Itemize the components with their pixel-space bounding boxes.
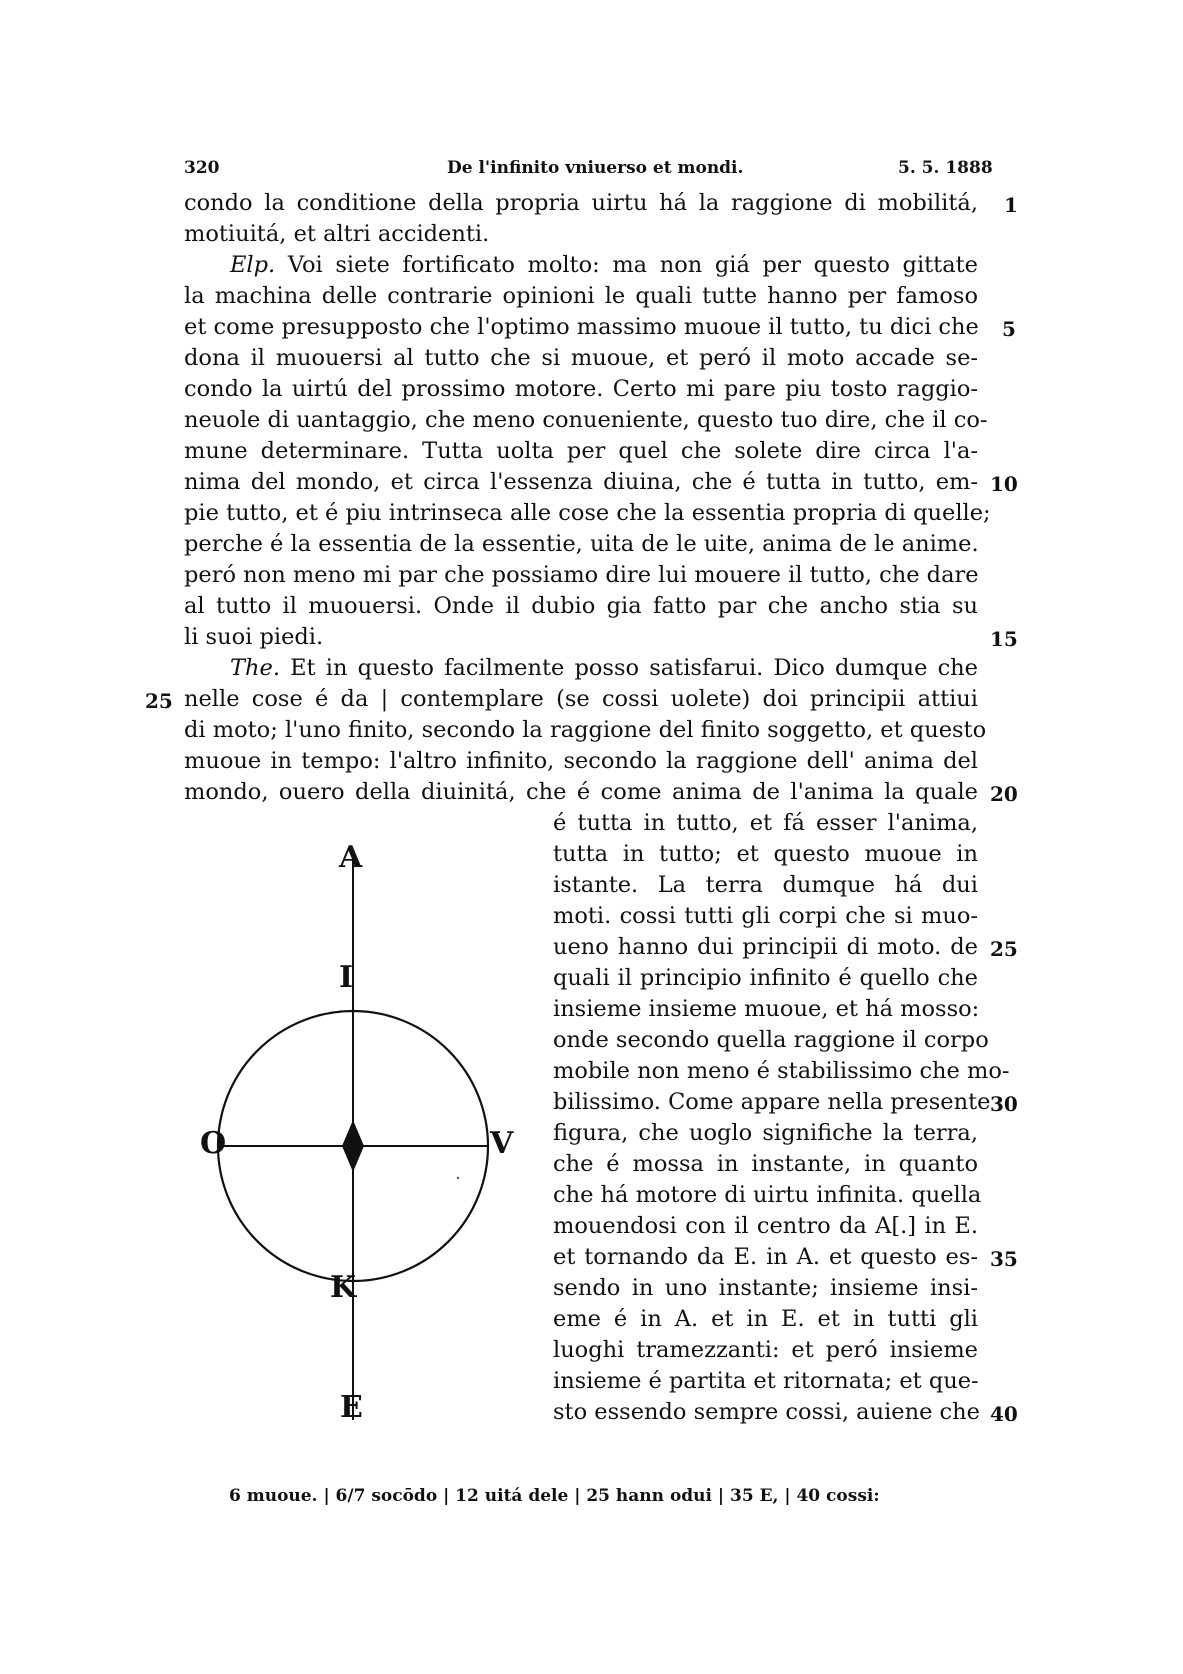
text-line: sendo in uno instante; insieme insi- (553, 1275, 978, 1301)
text-line: é tutta in tutto, et fá esser l'anima, (553, 810, 978, 836)
text-line: et come presupposto che l'optimo massimo muoue il tutto, tu dici che (184, 314, 979, 340)
text-line: insieme insieme muoue, et há mosso: (553, 996, 980, 1022)
line-number: 30 (990, 1092, 1018, 1116)
text-line: ueno hanno dui principii di moto. de (553, 934, 978, 960)
text-line: pie tutto, et é piu intrinseca alle cose che la essentia propria di quelle; (184, 500, 991, 526)
text-line: sto essendo sempre cossi, auiene che (553, 1399, 980, 1425)
figure-label-v: V (490, 1126, 514, 1161)
text-line: istante. La terra dumque há dui (553, 872, 978, 898)
text-line: onde secondo quella raggione il corpo (553, 1027, 989, 1053)
text-line: eme é in A. et in E. et in tutti gli (553, 1306, 978, 1332)
text-line: motiuitá, et altri accidenti. (184, 221, 490, 247)
line-number: 25 (990, 937, 1018, 961)
page-number: 320 (184, 158, 220, 178)
figure-label-o: O (200, 1126, 227, 1161)
critical-apparatus: 6 muoue. | 6/7 socōdo | 12 uitá dele | 25 hann odui | 35 E, | 40 cossi: (229, 1486, 880, 1506)
text-line: dona il muouersi al tutto che si muoue, et peró il moto accade se- (184, 345, 978, 371)
text-line: la machina delle contrarie opinioni le quali tutte hanno per famoso (184, 283, 978, 309)
text-line: peró non meno mi par che possiamo dire lui mouere il tutto, che dare (184, 562, 979, 588)
text-line: perche é la essentia de la essentie, uita de le uite, anima de le anime. (184, 531, 979, 557)
text-line: mouendosi con il centro da A[.] in E. (553, 1213, 978, 1239)
line-number: 5 (1002, 317, 1016, 341)
running-title: De l'infinito vniuerso et mondi. (447, 158, 744, 178)
text-line: quali il principio infinito é quello che (553, 965, 978, 991)
text-line: insieme é partita et ritornata; et que- (553, 1368, 979, 1394)
center-diamond-icon (342, 1120, 364, 1172)
figure-label-a: A (339, 840, 363, 875)
text-line: al tutto il muouersi. Onde il dubio gia fatto par che ancho stia su (184, 593, 978, 619)
text-line: figura, che uoglo significhe la terra, (553, 1120, 978, 1146)
line-number: 40 (990, 1402, 1018, 1426)
text-line: condo la uirtú del prossimo motore. Certo mi pare piu tosto raggio- (184, 376, 978, 402)
text-line: moti. cossi tutti gli corpi che si muo- (553, 903, 978, 929)
text-line: bilissimo. Come appare nella presente (553, 1089, 991, 1115)
earth-motion-figure (190, 830, 530, 1450)
text-line: nima del mondo, et circa l'essenza diuina, che é tutta in tutto, em- (184, 469, 978, 495)
line-number: 20 (990, 782, 1018, 806)
speaker-elp: Elp. (230, 252, 276, 278)
text-line: di moto; l'uno finito, secondo la raggione del finito soggetto, et questo (184, 717, 987, 743)
text-line: nelle cose é da | contemplare (se cossi uolete) doi principii attiui (184, 686, 978, 712)
figure-label-k: K (330, 1270, 357, 1305)
text-line: che há motore di uirtu infinita. quella (553, 1182, 982, 1208)
header-date: 5. 5. 1888 (898, 158, 993, 178)
line-number: 1 (1004, 193, 1018, 217)
text-line: et tornando da E. in A. et questo es- (553, 1244, 978, 1270)
text-line: muoue in tempo: l'altro infinito, secondo la raggione dell' anima del (184, 748, 978, 774)
figure-label-e: E (340, 1390, 363, 1425)
text-line: condo la conditione della propria uirtu há la raggione di mobilitá, (184, 190, 978, 216)
stray-dot (457, 1177, 459, 1179)
text-line: tutta in tutto; et questo muoue in (553, 841, 978, 867)
text-line: neuole di uantaggio, che meno conueniente, questo tuo dire, che il co- (184, 407, 988, 433)
text-line: Elp. Voi siete fortificato molto: ma non giá per questo gittate (230, 252, 979, 278)
text-line: mune determinare. Tutta uolta per quel che solete dire circa l'a- (184, 438, 978, 464)
line-number: 35 (990, 1247, 1018, 1271)
line-number: 15 (990, 627, 1018, 651)
text-line: mondo, ouero della diuinitá, che é come anima de l'anima la quale (184, 779, 978, 805)
margin-folio-number: 25 (145, 689, 173, 713)
text-line: che é mossa in instante, in quanto (553, 1151, 978, 1177)
line-number: 10 (990, 472, 1018, 496)
text-line: The. Et in questo facilmente posso satisfarui. Dico dumque che (230, 655, 978, 681)
speaker-the: The. (230, 655, 280, 681)
figure-label-i: I (339, 960, 354, 995)
text-line: mobile non meno é stabilissimo che mo- (553, 1058, 1010, 1084)
text-line: luoghi tramezzanti: et peró insieme (553, 1337, 978, 1363)
text-line: li suoi piedi. (184, 624, 324, 650)
